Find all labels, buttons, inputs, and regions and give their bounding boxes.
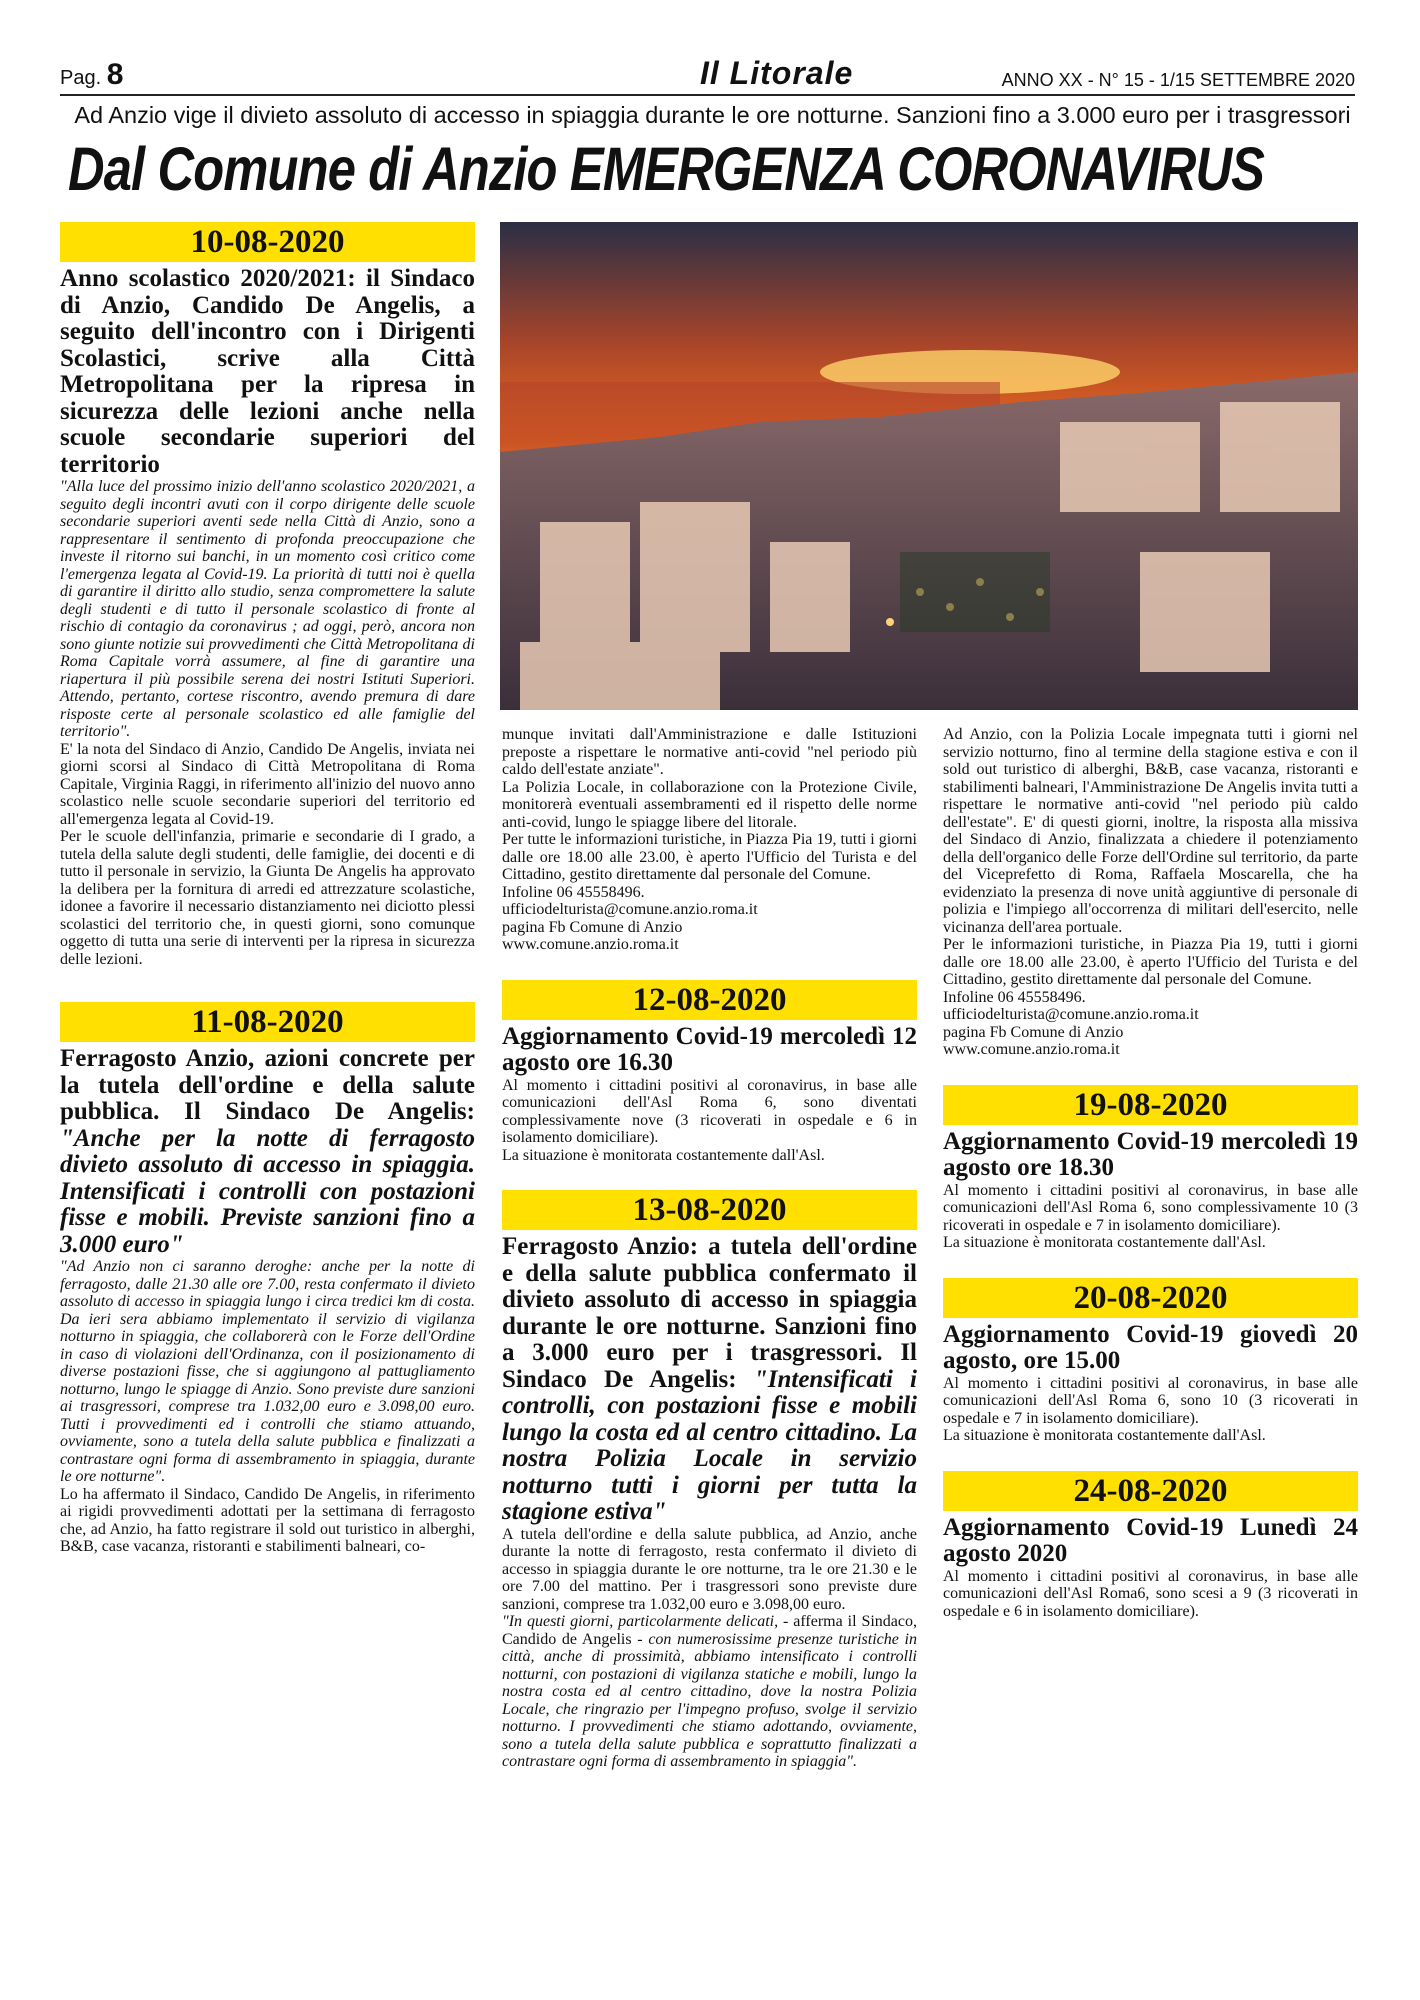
date-banner: 20-08-2020 xyxy=(943,1278,1358,1318)
article-paragraph: Al momento i cittadini positivi al coronavirus, in base alle comunicazioni dell'Asl Roma6, sono scesi a 9 (3 ricoverati in ospedale e 6 in isolamento domiciliare). xyxy=(943,1567,1358,1620)
article-paragraph: Per tutte le informazioni turistiche, in Piazza Pia 19, tutti i giorni dalle ore 18.00 alle 23.00, è aperto l'Ufficio del Turista e del Cittadino, gestito direttamente dal personale del Comune. xyxy=(502,831,917,883)
article-paragraph: Ad Anzio, con la Polizia Locale impegnata tutti i giorni nel servizio notturno, fino al termine della stagione estiva e con il sold out turistico di alberghi, B&B, case vacanza, ristoranti e stabilimenti balneari, l'Amministrazione De Angelis invita tutti a rispettare le normative anti-covid "nel periodo più caldo dell'estate". E' di questi giorni, inoltre, la risposta alla missiva del Sindaco di Anzio, finalizzata a chiedere il potenziamento della dell'organico delle Forze dell'Ordine sul territorio, da parte del Viceprefetto di Roma, Raffaela Moscarella, che ha evidenziato la presenza di nove unità aggiuntive di personale di polizia e l'impiego all'occorrenza di militari dell'esercito, nelle vicinanza dell'area portuale. xyxy=(943,726,1358,936)
email-link[interactable]: ufficiodelturista@comune.anzio.roma.it xyxy=(943,1006,1199,1023)
page-number: Pag. 8 xyxy=(60,58,124,91)
website-link[interactable]: www.comune.anzio.roma.it xyxy=(943,1041,1120,1058)
article-paragraph: Per le informazioni turistiche, in Piazza Pia 19, tutti i giorni dalle ore 18.00 alle 23.00, è aperto l'Ufficio del Turista e del Cittadino, gestito direttamente dal personale del Comune. xyxy=(943,936,1358,988)
article-title: Ferragosto Anzio, azioni concrete per la tutela dell'ordine e della salute pubblica. Il Sindaco De Angelis: "Anche per la notte di ferragosto divieto assoluto di accesso in spiaggia. Intensificati i controlli con postazioni fisse e mobili. Previste sanzioni fino a 3.000 euro" xyxy=(60,1045,475,1258)
column-1 xyxy=(60,222,475,1556)
article-title: Aggiornamento Covid-19 Lunedì 24 agosto 2020 xyxy=(943,1513,1358,1567)
article-paragraph: Lo ha affermato il Sindaco, Candido De Angelis, in riferimento ai rigidi provvedimenti adottati per la settimana di ferragosto che, ad Anzio, ha fatto registrare il sold out turistico in alberghi, B&B, case vacanza, ristoranti e stabilimenti balneari, co- xyxy=(60,1485,475,1555)
article-title: Anno scolastico 2020/2021: il Sindaco di Anzio, Candido De Angelis, a seguito dell'incontro con i Dirigenti Scolastici, scrive alla Città Metropolitana per la ripresa in sicurezza delle lezioni anche nella scuole secondarie superiori del territorio xyxy=(60,265,475,478)
column-3 xyxy=(943,726,1358,1620)
article-paragraph: E' la nota del Sindaco di Anzio, Candido De Angelis, inviata nei giorni scorsi al Sindaco di Città Metropolitana di Roma Capitale, Virginia Raggi, in riferimento all'inizio del nuovo anno scolastico nelle scuole secondarie superiori del territorio ed all'emergenza legata al Covid-19. xyxy=(60,740,475,828)
issue-info: ANNO XX - N° 15 - 1/15 SETTEMBRE 2020 xyxy=(1001,70,1355,90)
article-paragraph: Per le scuole dell'infanzia, primarie e secondarie di I grado, a tutela della salute degli studenti, delle famiglie, dei docenti e di tutto il personale in servizio, la Giunta De Angelis ha approvato la delibera per la fornitura di arredi ed attrezzature scolastiche, idonee a favorire il necessario distanziamento nei diciotto plessi scolastici del territorio che, in questi giorni, sono comunque oggetto di tutta una serie di interventi per la ripresa in sicurezza delle lezioni. xyxy=(60,828,475,968)
article-paragraph: La situazione è monitorata costantemente dall'Asl. xyxy=(502,1146,825,1164)
page-header xyxy=(60,55,1355,96)
facebook-link[interactable]: pagina Fb Comune di Anzio xyxy=(502,918,683,936)
article-paragraph: Al momento i cittadini positivi al coronavirus, in base alle comunicazioni dell'Asl Roma 6, sono complessivamente 10 (3 ricoverati in ospedale e 7 in isolamento domiciliare). xyxy=(943,1181,1358,1234)
article-paragraph: A tutela dell'ordine e della salute pubblica, ad Anzio, anche durante la notte di ferragosto, resta confermato il divieto di accesso in spiaggia durante le ore notturne, tra le ore 21.30 e le ore 7.00 del mattino. Per i trasgressori sono previste dure sanzioni, comprese tra 1.032,00 euro e 3.098,00 euro. xyxy=(502,1525,917,1613)
article-title: Aggiornamento Covid-19 mercoledì 19 agosto ore 18.30 xyxy=(943,1127,1358,1181)
website-link[interactable]: www.comune.anzio.roma.it xyxy=(502,936,679,953)
facebook-link[interactable]: pagina Fb Comune di Anzio xyxy=(943,1023,1124,1041)
date-banner: 10-08-2020 xyxy=(60,222,475,262)
date-banner: 11-08-2020 xyxy=(60,1002,475,1042)
article-title: Ferragosto Anzio: a tutela dell'ordine e della salute pubblica confermato il divieto assoluto di accesso in spiaggia durante le ore notturne. Sanzioni fino a 3.000 euro per i trasgressori. Il Sindaco De Angelis: "Intensificati i controlli, con postazioni fisse e mobili lungo la costa ed al centro cittadino. La nostra Polizia Locale in servizio notturno tutti i giorni per tutta la stagione estiva" xyxy=(502,1233,917,1525)
article-quote: "Ad Anzio non ci saranno deroghe: anche per la notte di ferragosto, dalle 21.30 alle ore 7.00, resta confermato il divieto assoluto di accesso in spiaggia lungo i circa tredici km di costa. Da ieri sera abbiamo implementato il servizio di vigilanza notturno in spiaggia, che collaborerà con le Forze dell'Ordine in caso di violazioni dell'Ordinanza, con il posizionamento di diverse postazioni fisse, che si aggiungono al pattugliamento notturno, lungo le spiagge di Anzio. Sono previste dure sanzioni ai trasgressori, comprese tra 1.032,00 euro e 3.098,00 euro. Tutti i provvedimenti ed i controlli che stiamo attuando, ovviamente, sono a tutela della salute pubblica e finalizzati a contrastare ogni forma di assembramento in spiaggia, durante le ore notturne". xyxy=(60,1258,475,1485)
infoline: Infoline 06 45558496. xyxy=(502,883,645,901)
article-title: Aggiornamento Covid-19 mercoledì 12 agosto ore 16.30 xyxy=(502,1022,917,1076)
column-2 xyxy=(502,726,917,1771)
article-paragraph: "In questi giorni, particolarmente delicati, - afferma il Sindaco, Candido de Angelis - con numerosissime presenze turistiche in città, anche di prossimità, abbiamo intensificato i controlli notturni, con postazioni di vigilanza statiche e mobili, lungo la nostra costa ed al centro cittadino, dove la nostra Polizia Locale, che ringrazio per l'impegno profuso, svolge il servizio notturno. I provvedimenti che stiamo adottando, ovviamente, sono a tutela della salute pubblica e soprattutto finalizzati a contrastare ogni forma di assembramento in spiaggia". xyxy=(502,1613,917,1770)
date-banner: 13-08-2020 xyxy=(502,1190,917,1230)
article-paragraph: La Polizia Locale, in collaborazione con la Protezione Civile, monitorerà eventuali assembramenti ed il rispetto delle norme anti-covid, lungo le spiagge libere del litorale. xyxy=(502,778,917,831)
tagline: Ad Anzio vige il divieto assoluto di accesso in spiaggia durante le ore notturne. Sanzioni fino a 3.000 euro per i trasgressori xyxy=(74,102,1351,128)
article-paragraph: Al momento i cittadini positivi al coronavirus, in base alle comunicazioni dell'Asl Roma 6, sono diventati complessivamente nove (3 ricoverati in ospedale e 6 in isolamento domiciliare). xyxy=(502,1076,917,1146)
infoline: Infoline 06 45558496. xyxy=(943,988,1086,1006)
page-headline: Dal Comune di Anzio EMERGENZA CORONAVIRUS xyxy=(68,135,1265,203)
anzio-sunset-photo xyxy=(500,222,1358,710)
date-banner: 12-08-2020 xyxy=(502,980,917,1020)
article-paragraph: La situazione è monitorata costantemente dall'Asl. xyxy=(943,1427,1266,1444)
email-link[interactable]: ufficiodelturista@comune.anzio.roma.it xyxy=(502,901,758,918)
article-paragraph: munque invitati dall'Amministrazione e dalle Istituzioni preposte a rispettare le normative anti-covid "nel periodo più caldo dell'estate anziate". xyxy=(502,726,917,778)
article-paragraph: Al momento i cittadini positivi al coronavirus, in base alle comunicazioni dell'Asl Roma 6, sono 10 (3 ricoverati in ospedale e 7 in isolamento domiciliare). xyxy=(943,1374,1358,1427)
article-quote: "Alla luce del prossimo inizio dell'anno scolastico 2020/2021, a seguito degli incontri avuti con il corpo dirigente delle scuole secondarie superiori aventi sede nella Città di Anzio, sono a rappresentare il sentimento di profonda preoccupazione che investe il ritorno sui banchi, in un momento così critico come l'emergenza legata al Covid-19. La priorità di tutti noi è quella di garantire il diritto allo studio, senza compromettere la salute degli studenti e di tutto il personale scolastico di fronte al rischio di contagio da coronavirus ; ad oggi, però, ancora non sono giunte notizie sui provvedimenti che Città Metropolitana di Roma Capitale vorrà assumere, al fine di garantire una riapertura il più possibile serena dei nostri Istituti Superiori. Attendo, pertanto, cortese riscontro, avendo premura di dare risposte certe al personale scolastico ed alle famiglie del territorio". xyxy=(60,478,475,740)
article-title: Aggiornamento Covid-19 giovedì 20 agosto, ore 15.00 xyxy=(943,1320,1358,1374)
masthead: Il Litorale xyxy=(700,55,854,91)
article-paragraph: La situazione è monitorata costantemente dall'Asl. xyxy=(943,1234,1266,1251)
date-banner: 19-08-2020 xyxy=(943,1085,1358,1125)
date-banner: 24-08-2020 xyxy=(943,1471,1358,1511)
